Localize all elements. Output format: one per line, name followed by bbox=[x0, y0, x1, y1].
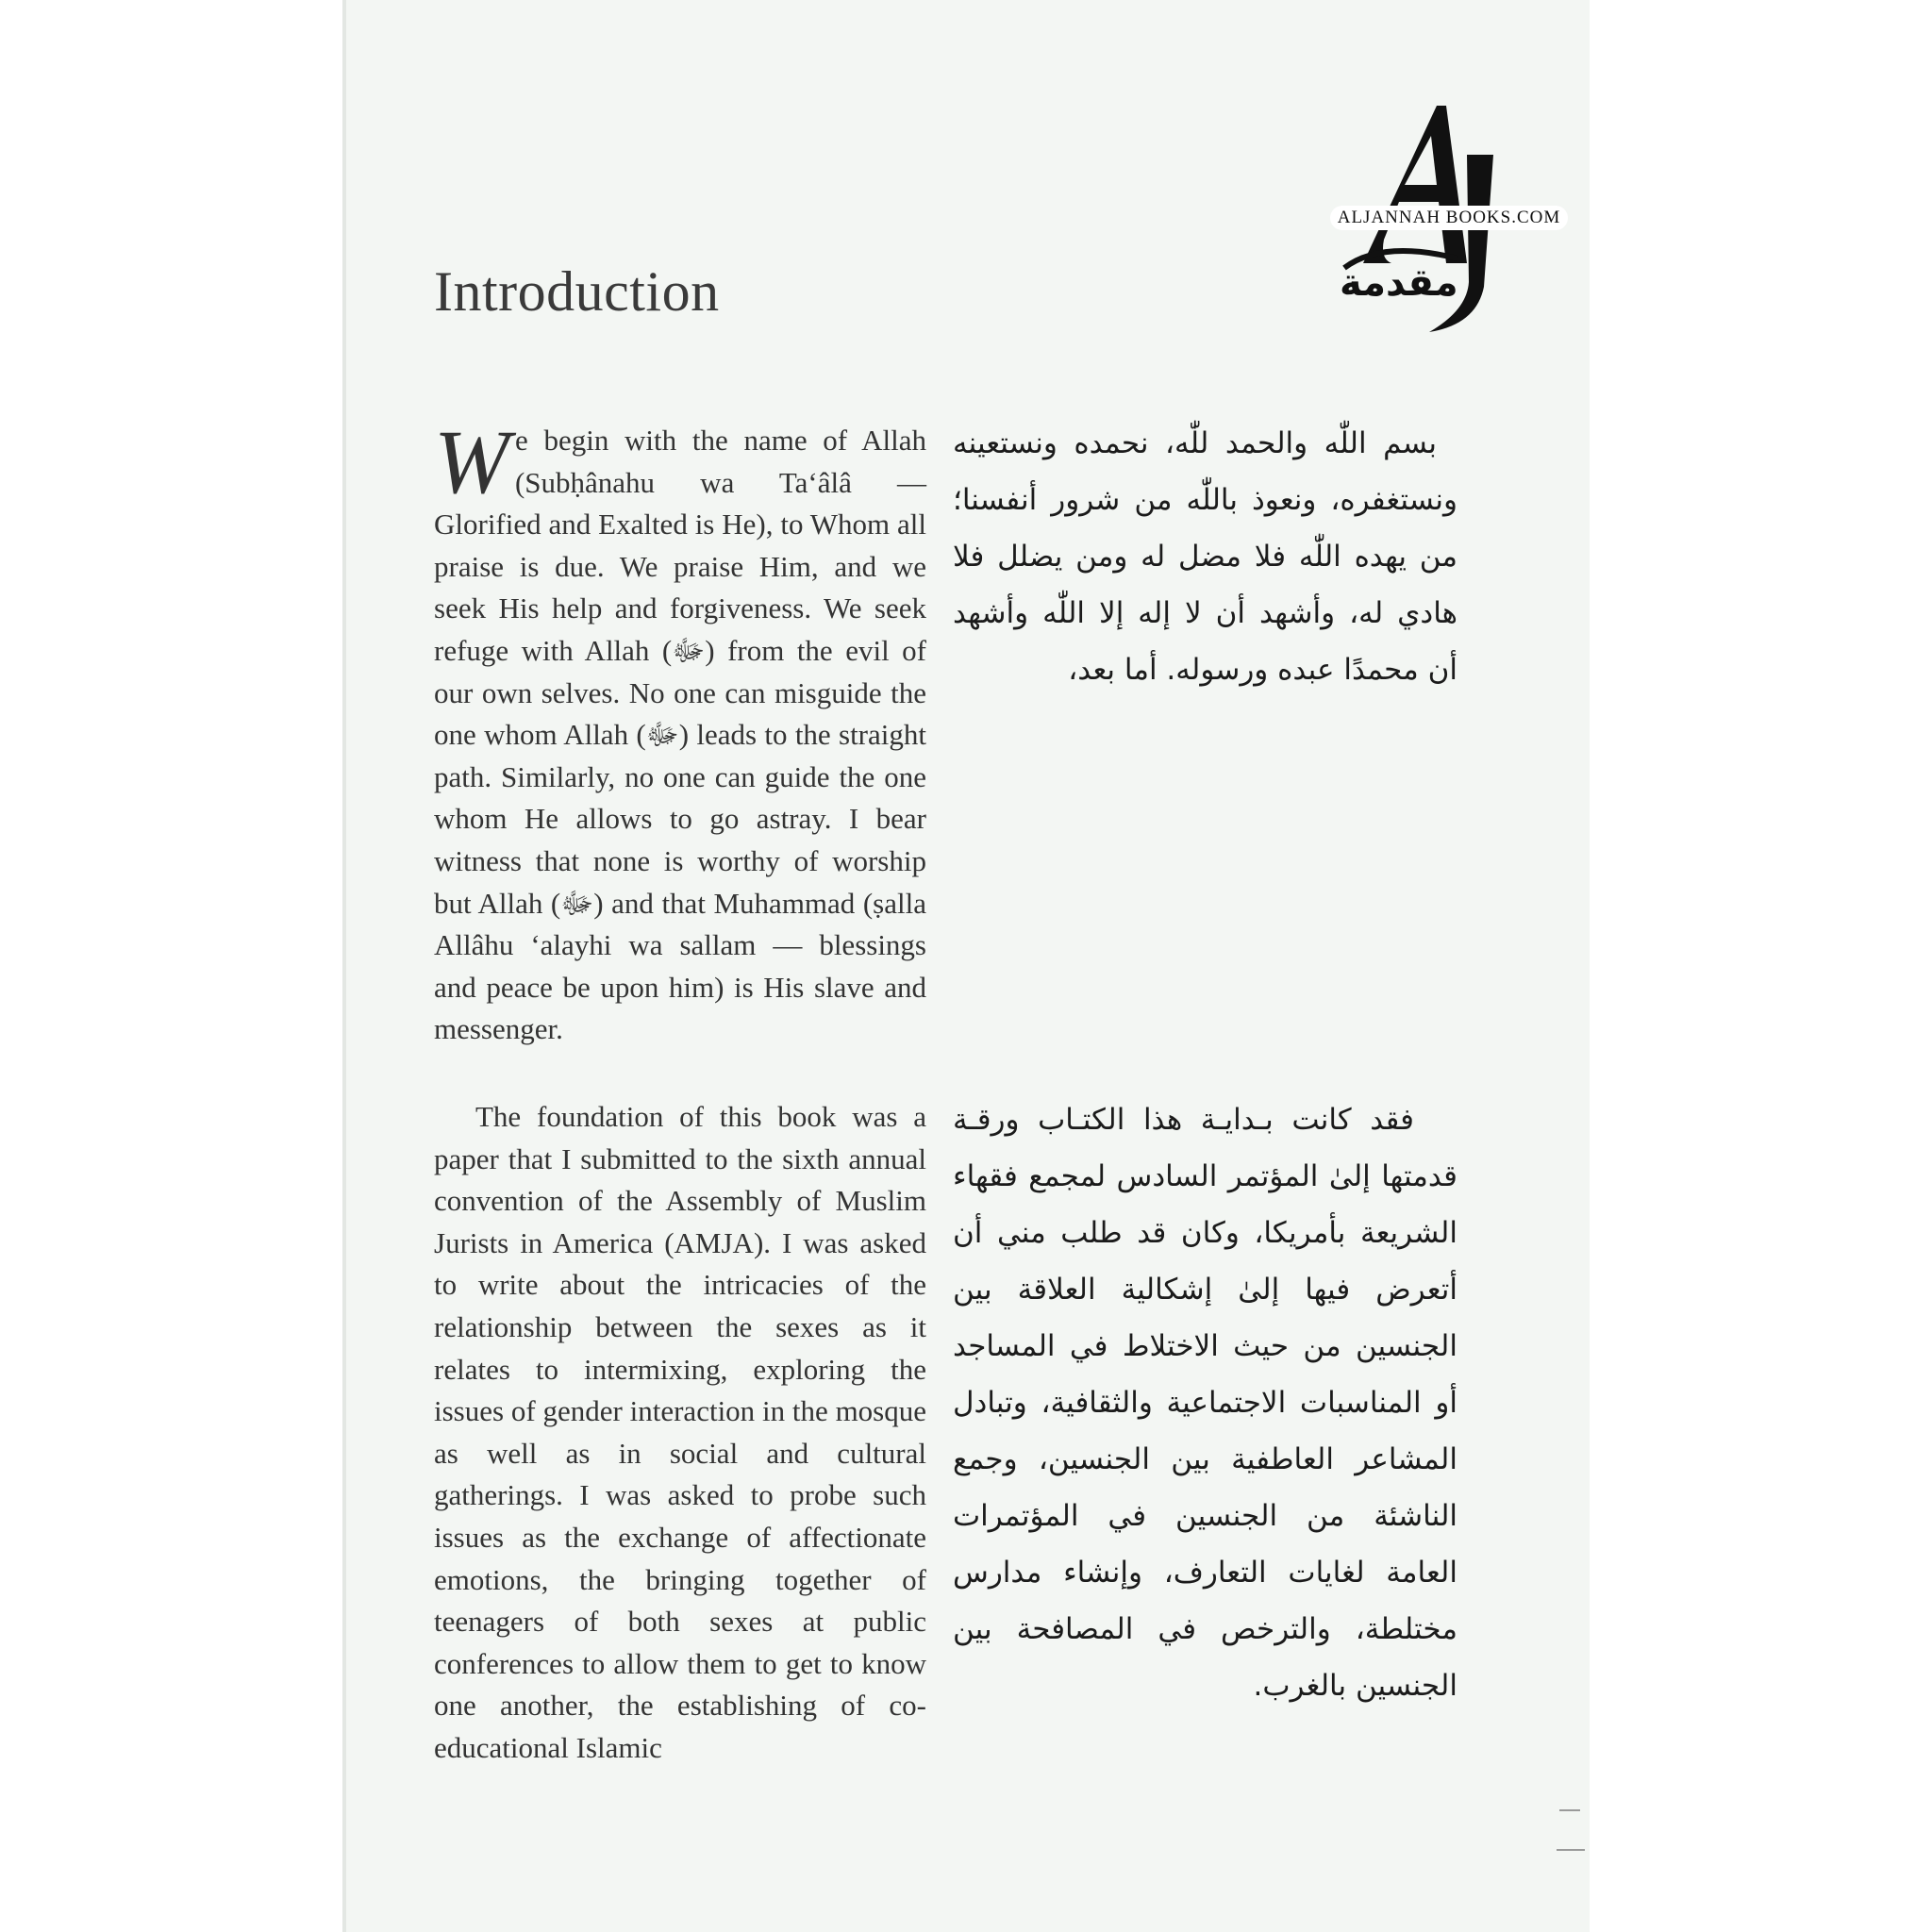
page-mark bbox=[1559, 1809, 1580, 1811]
logo-site-text: ALJANNAH BOOKS.COM bbox=[1330, 206, 1568, 230]
arabic-paragraph-2: فقد كانت بـدايـة هذا الكتـاب ورقـة قدمتها إلىٰ المؤتمر السادس لمجمع فقهاء الشريعة بأمريكا، وكان قد طلب مني أن أتعرض فيها إلىٰ إشكالية العلاقة بين الجنسين من حيث الاختلاط في المساجد أو المناسبات الاجتماعية والثقافية، وتبادل المشاعر العاطفية بين الجنسين، وجمع الناشئة من الجنسين في المؤتمرات العامة لغايات التعارف، وإنشاء مدارس مختلطة، والترخص في المصافحة بين الجنسين بالغرب. bbox=[953, 1103, 1457, 1703]
drop-cap: W bbox=[434, 411, 509, 512]
english-paragraph-2: The foundation of this book was a paper that I submitted to the sixth annual convention of the Assembly of Muslim Jurists in America (AMJA). I was asked to write about the intricacies of the relationship between the sexes as it relates to intermixing, exploring the issues of gender interaction in the mosque as well as in social and cultural gatherings. I was asked to probe such issues as the exchange of affectionate emotions, the bringing together of teenagers of both sexes at public conferences to allow them to get to know one another, the establishing of co-educational Islamic bbox=[434, 1100, 926, 1764]
page-edge bbox=[342, 0, 346, 1932]
english-paragraph-1-text: e begin with the name of Allah (Subḥânahu wa Ta‘âlâ — Glorified and Exalted is He), to Whom all praise is due. We praise Him, and we seek His help and forgiveness. We seek refuge with Allah (ﷻ) from the evil of our own selves. No one can misguide the one whom Allah (ﷻ) leads to the straight path. Similarly, no one can guide the one whom He allows to go astray. I bear witness that none is worthy of worship but Allah (ﷻ) and that Muhammad (ṣalla Allâhu ‘alayhi wa sallam — blessings and peace be upon him) is His slave and messenger. bbox=[434, 424, 926, 1046]
english-paragraph-1 bbox=[434, 411, 926, 1051]
arabic-paragraph-1: بسم اللّٰه والحمد للّٰه، نحمده ونستعينه ونستغفره، ونعوذ باللّٰه من شرور أنفسنا؛ من يهده اللّٰه فلا مضل له ومن يضلل فلا هادي له، وأشهد أن لا إله إلا اللّٰه وأشهد أن محمدًا عبده ورسوله. أما بعد، bbox=[953, 426, 1457, 687]
page-mark bbox=[1557, 1849, 1585, 1851]
page-title-arabic: مقدمة bbox=[1340, 261, 1458, 305]
page-title-english: Introduction bbox=[434, 260, 720, 323]
